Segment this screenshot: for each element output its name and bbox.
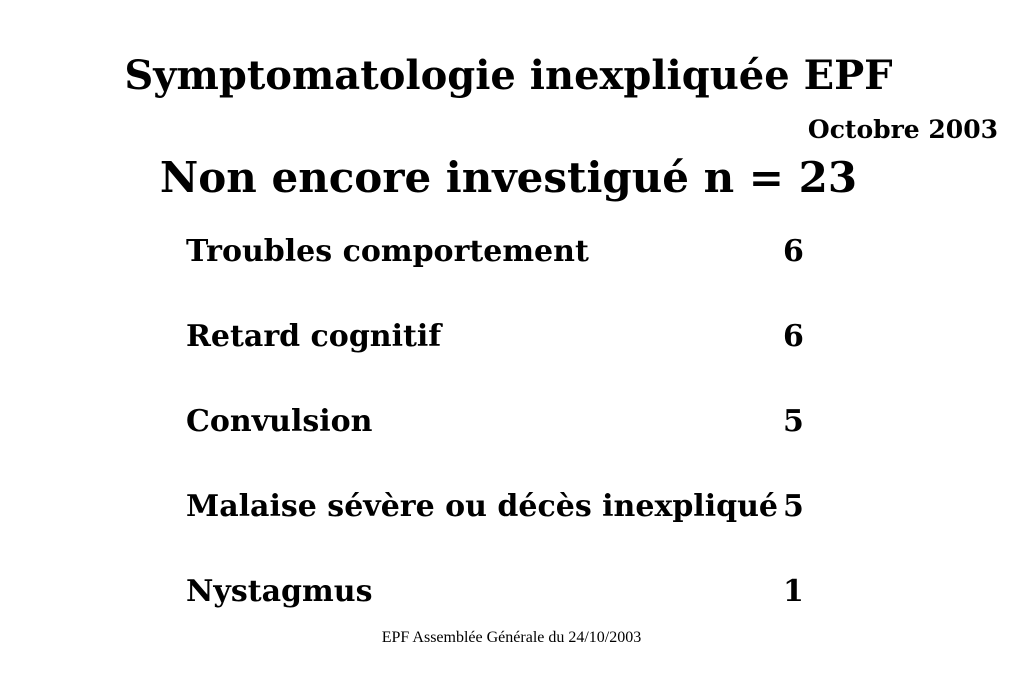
symptom-count: 6 bbox=[783, 234, 804, 269]
symptom-count: 6 bbox=[783, 319, 804, 354]
list-item bbox=[186, 315, 826, 400]
list-item bbox=[186, 400, 826, 485]
symptom-label: Troubles comportement bbox=[186, 234, 589, 269]
symptom-list bbox=[186, 230, 826, 655]
list-item bbox=[186, 230, 826, 315]
slide-title: Symptomatologie inexpliquée EPF bbox=[124, 52, 893, 99]
symptom-count: 5 bbox=[783, 489, 804, 524]
slide-subtitle: Non encore investigué n = 23 bbox=[159, 153, 858, 202]
slide-date: Octobre 2003 bbox=[807, 115, 998, 144]
symptom-label: Convulsion bbox=[186, 404, 373, 439]
symptom-count: 1 bbox=[783, 574, 804, 609]
symptom-label: Malaise sévère ou décès inexpliqué bbox=[186, 489, 778, 524]
symptom-count: 5 bbox=[783, 404, 804, 439]
list-item bbox=[186, 485, 826, 570]
slide-footer: EPF Assemblée Générale du 24/10/2003 bbox=[381, 629, 642, 646]
symptom-label: Retard cognitif bbox=[186, 319, 442, 354]
symptom-label: Nystagmus bbox=[186, 574, 373, 609]
